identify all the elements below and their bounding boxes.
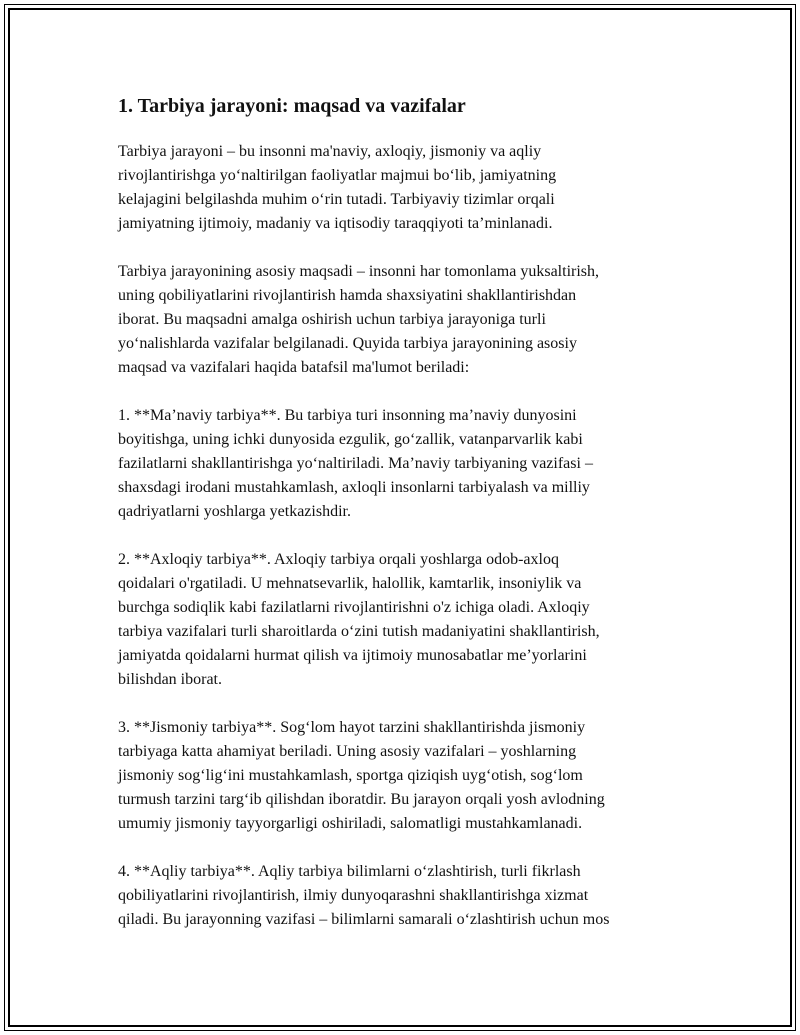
paragraph-line: Tarbiya jarayonining asosiy maqsadi – insonni har tomonlama yuksaltirish,: [118, 263, 600, 280]
paragraph-physical-education: [118, 716, 698, 836]
paragraph-line: iborat. Bu maqsadni amalga oshirish uchun tarbiya jarayoniga turli: [118, 311, 546, 328]
paragraph-line: tarbiya vazifalari turli sharoitlarda oʻzini tutish madaniyatini shakllantirish,: [118, 623, 600, 640]
paragraph-line: shaxsdagi irodani mustahkamlash, axloqli insonlarni tarbiyalash va milliy: [118, 479, 590, 496]
paragraph-line: turmush tarzini targʻib qilishdan iboratdir. Bu jarayon orqali yosh avlodning: [118, 791, 605, 808]
paragraph-line: bilishdan iborat.: [118, 671, 222, 688]
paragraph-line: qoidalari o'rgatiladi. U mehnatsevarlik, halollik, kamtarlik, insoniylik va: [118, 575, 582, 592]
paragraph-line: maqsad va vazifalari haqida batafsil ma'lumot beriladi:: [118, 359, 470, 376]
paragraph-spiritual-education: [118, 404, 698, 524]
paragraph-intellectual-education: [118, 860, 698, 932]
paragraph-line: qiladi. Bu jarayonning vazifasi – bilimlarni samarali oʻzlashtirish uchun mos: [118, 911, 610, 928]
paragraph-line: qadriyatlarni yoshlarga yetkazishdir.: [118, 503, 351, 520]
paragraph-line: boyitishga, uning ichki dunyosida ezgulik, goʻzallik, vatanparvarlik kabi: [118, 431, 583, 448]
paragraph-line: jamiyatning ijtimoiy, madaniy va iqtisodiy taraqqiyoti ta’minlanadi.: [118, 215, 553, 232]
paragraph-line: 1. **Ma’naviy tarbiya**. Bu tarbiya turi insonning ma’naviy dunyosini: [118, 407, 577, 424]
paragraph-line: umumiy jismoniy tayyorgarligi oshiriladi, salomatligi mustahkamlanadi.: [118, 815, 583, 832]
paragraph-line: 4. **Aqliy tarbiya**. Aqliy tarbiya bilimlarni oʻzlashtirish, turli fikrlash: [118, 863, 581, 880]
paragraph-line: Tarbiya jarayoni – bu insonni ma'naviy, axloqiy, jismoniy va aqliy: [118, 143, 542, 160]
paragraph-line: jamiyatda qoidalarni hurmat qilish va ijtimoiy munosabatlar me’yorlarini: [118, 647, 587, 664]
paragraph-line: uning qobiliyatlarini rivojlantirish hamda shaxsiyatini shakllantirishdan: [118, 287, 577, 304]
paragraph-line: rivojlantirishga yoʻnaltirilgan faoliyatlar majmui boʻlib, jamiyatning: [118, 167, 557, 184]
paragraph-line: fazilatlarni shakllantirishga yoʻnaltiriladi. Ma’naviy tarbiyaning vazifasi –: [118, 455, 593, 472]
paragraph-line: kelajagini belgilashda muhim oʻrin tutadi. Tarbiyaviy tizimlar orqali: [118, 191, 555, 208]
document-title: 1. Tarbiya jarayoni: maqsad va vazifalar: [118, 95, 466, 117]
paragraph-line: qobiliyatlarini rivojlantirish, ilmiy dunyoqarashni shakllantirishga xizmat: [118, 887, 589, 904]
paragraph-line: jismoniy sogʻligʻini mustahkamlash, sportga qiziqish uygʻotish, sogʻlom: [118, 767, 583, 784]
paragraph-line: yoʻnalishlarda vazifalar belgilanadi. Quyida tarbiya jarayonining asosiy: [118, 335, 577, 352]
paragraph-line: 2. **Axloqiy tarbiya**. Axloqiy tarbiya orqali yoshlarga odob-axloq: [118, 551, 559, 568]
paragraph-line: 3. **Jismoniy tarbiya**. Sogʻlom hayot tarzini shakllantirishda jismoniy: [118, 719, 586, 736]
paragraph-goal: [118, 260, 698, 380]
document-body: [118, 94, 698, 956]
paragraph-intro: [118, 140, 698, 236]
paragraph-moral-education: [118, 548, 698, 692]
paragraph-line: tarbiyaga katta ahamiyat beriladi. Uning asosiy vazifalari – yoshlarning: [118, 743, 577, 760]
paragraph-line: burchga sodiqlik kabi fazilatlarni rivojlantirishni o'z ichiga oladi. Axloqiy: [118, 599, 590, 616]
